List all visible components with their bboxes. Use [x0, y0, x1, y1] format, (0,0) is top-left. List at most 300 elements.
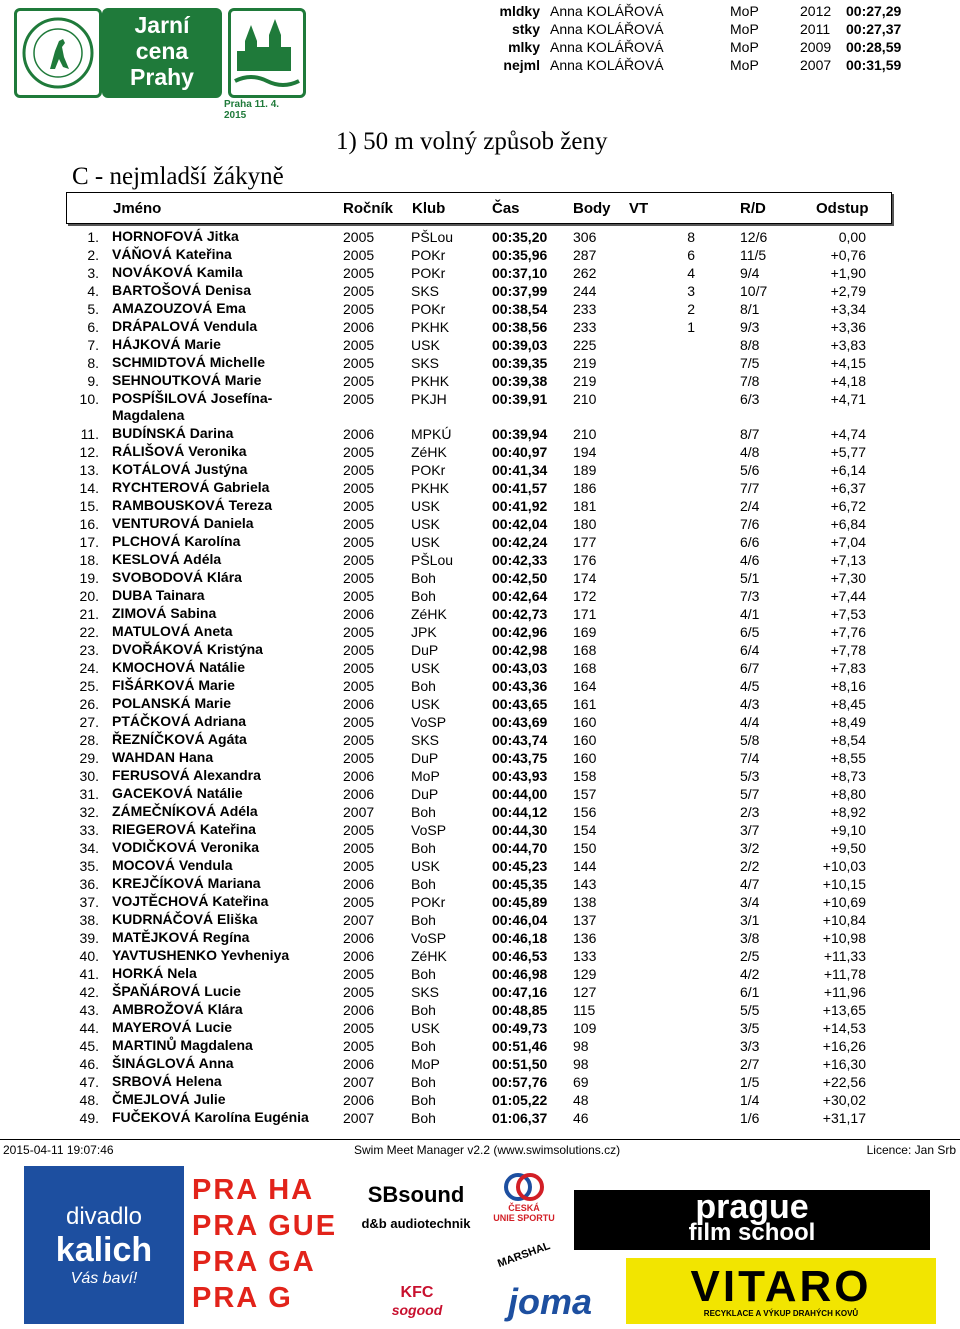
result-row	[0, 785, 960, 803]
result-club: SKS	[411, 732, 440, 748]
result-vt: 4	[687, 265, 695, 281]
result-points: 233	[573, 301, 597, 317]
record-club: MoP	[730, 21, 759, 37]
result-rd: 6/6	[740, 534, 760, 550]
result-name: POLANSKÁ Marie	[112, 695, 232, 711]
result-club: ZéHK	[411, 444, 447, 460]
result-name: SEHNOUTKOVÁ Marie	[112, 372, 262, 388]
result-place: 26.	[79, 696, 99, 712]
result-points: 133	[573, 948, 597, 964]
result-rd: 7/8	[740, 373, 760, 389]
results-table	[0, 228, 960, 1127]
result-year: 2005	[343, 1020, 375, 1036]
result-rd: 3/1	[740, 912, 760, 928]
result-gap: +7,76	[830, 624, 866, 640]
result-time: 01:06,37	[492, 1110, 548, 1126]
result-rd: 5/6	[740, 462, 760, 478]
result-gap: +11,78	[823, 966, 866, 982]
result-place: 28.	[79, 732, 99, 748]
result-row	[0, 533, 960, 551]
result-name: ŠPAŇÁROVÁ Lucie	[112, 983, 241, 999]
result-year: 2005	[343, 265, 375, 281]
result-points: 181	[573, 498, 597, 514]
result-time: 00:51,50	[492, 1056, 548, 1072]
result-club: POKr	[411, 265, 446, 281]
result-gap: +4,15	[830, 355, 866, 371]
result-year: 2005	[343, 480, 375, 496]
result-club: SKS	[411, 984, 440, 1000]
result-place: 3.	[87, 265, 99, 281]
result-row	[0, 551, 960, 569]
result-gap: +4,71	[830, 391, 866, 407]
result-gap: +3,36	[830, 319, 866, 335]
result-points: 171	[573, 606, 597, 622]
result-gap: +7,30	[830, 570, 866, 586]
result-year: 2007	[343, 1110, 375, 1126]
prague-film-line1: prague	[695, 1190, 809, 1226]
result-name: SVOBODOVÁ Klára	[112, 569, 242, 585]
result-name: ŘEZNÍČKOVÁ Agáta	[112, 731, 247, 747]
result-rd: 6/5	[740, 624, 760, 640]
result-time: 00:42,64	[492, 588, 548, 604]
result-name: RÁLIŠOVÁ Veronika	[112, 443, 247, 459]
result-name: VODIČKOVÁ Veronika	[112, 839, 260, 855]
result-club: Boh	[411, 1038, 436, 1054]
result-club: ZéHK	[411, 948, 447, 964]
result-place: 40.	[79, 948, 99, 964]
result-name: YAVTUSHENKO Yevheniya	[112, 947, 290, 963]
result-row	[0, 1037, 960, 1055]
result-row	[0, 1055, 960, 1073]
result-gap: +7,44	[830, 588, 866, 604]
result-rd: 1/6	[740, 1110, 760, 1126]
result-gap: +30,02	[822, 1092, 866, 1108]
result-rd: 6/4	[740, 642, 760, 658]
result-time: 00:39,03	[492, 337, 548, 353]
result-rd: 6/3	[740, 391, 760, 407]
result-points: 186	[573, 480, 597, 496]
kangaroo-icon	[17, 11, 99, 95]
result-year: 2005	[343, 283, 375, 299]
result-gap: +10,15	[822, 876, 866, 892]
result-place: 46.	[79, 1056, 99, 1072]
record-club: MoP	[730, 57, 759, 73]
result-points: 143	[573, 876, 597, 892]
result-row	[0, 605, 960, 623]
result-year: 2006	[343, 1002, 375, 1018]
result-time: 00:43,36	[492, 678, 548, 694]
result-points: 160	[573, 732, 597, 748]
result-time: 00:42,33	[492, 552, 548, 568]
result-row	[0, 1073, 960, 1091]
result-club: DuP	[411, 642, 439, 658]
result-gap: +4,74	[830, 426, 866, 442]
result-club: PKHK	[411, 480, 450, 496]
result-gap: +11,33	[823, 948, 866, 964]
result-year: 2005	[343, 498, 375, 514]
result-time: 00:43,75	[492, 750, 548, 766]
result-club: Boh	[411, 1074, 436, 1090]
col-year: Ročník	[343, 200, 394, 217]
result-gap: +3,34	[830, 301, 866, 317]
result-points: 180	[573, 516, 597, 532]
result-year: 2006	[343, 426, 375, 442]
result-rd: 10/7	[740, 283, 768, 299]
result-club: VoSP	[411, 822, 447, 838]
result-name: NOVÁKOVÁ Kamila	[112, 264, 243, 280]
result-place: 42.	[79, 984, 99, 1000]
result-points: 46	[573, 1110, 589, 1126]
result-place: 21.	[79, 606, 99, 622]
result-year: 2007	[343, 912, 375, 928]
result-time: 00:47,16	[492, 984, 548, 1000]
result-rd: 1/4	[740, 1092, 760, 1108]
cus-line1: ČESKÁ	[508, 1203, 540, 1213]
logo-title-line2: cena	[135, 38, 189, 64]
result-name: DVOŘÁKOVÁ Kristýna	[112, 641, 263, 657]
result-place: 39.	[79, 930, 99, 946]
result-points: 109	[573, 1020, 597, 1036]
cus-line2: UNIE SPORTU	[493, 1213, 555, 1223]
result-rd: 7/6	[740, 516, 760, 532]
result-row	[0, 911, 960, 929]
result-row	[0, 372, 960, 390]
logo-title	[102, 8, 222, 98]
result-points: 287	[573, 247, 597, 263]
result-rd: 4/6	[740, 552, 760, 568]
result-row	[0, 1109, 960, 1127]
result-place: 36.	[79, 876, 99, 892]
sbsound-line2: d&b audiotechnik	[361, 1215, 471, 1231]
result-name: AMAZOUZOVÁ Ema	[112, 300, 246, 316]
col-vt: VT	[629, 200, 649, 217]
result-points: 161	[573, 696, 597, 712]
result-row	[0, 983, 960, 1001]
result-row	[0, 425, 960, 443]
result-year: 2006	[343, 930, 375, 946]
result-gap: +9,10	[830, 822, 866, 838]
result-points: 189	[573, 462, 597, 478]
logo-title-line3: Prahy	[130, 64, 194, 90]
result-row	[0, 749, 960, 767]
result-name: MATĚJKOVÁ Regína	[112, 929, 250, 945]
result-year: 2005	[343, 534, 375, 550]
result-points: 225	[573, 337, 597, 353]
result-club: PKHK	[411, 373, 450, 389]
record-year: 2009	[800, 39, 832, 55]
event-logo	[14, 8, 304, 121]
result-points: 156	[573, 804, 597, 820]
result-vt: 8	[687, 229, 695, 245]
result-club: MPKÚ	[411, 426, 452, 442]
logo-title-line1: Jarní	[134, 12, 190, 38]
result-gap: +8,54	[830, 732, 866, 748]
result-name: ČMEJLOVÁ Julie	[112, 1091, 226, 1107]
result-row	[0, 965, 960, 983]
result-name: FIŠÁRKOVÁ Marie	[112, 677, 235, 693]
result-year: 2005	[343, 732, 375, 748]
sponsor-kalich	[24, 1166, 184, 1324]
result-place: 9.	[87, 373, 99, 389]
result-name: KOTÁLOVÁ Justýna	[112, 461, 248, 477]
result-club: VoSP	[411, 930, 447, 946]
result-place: 14.	[79, 480, 99, 496]
result-name: PLCHOVÁ Karolína	[112, 533, 241, 549]
result-rd: 8/8	[740, 337, 760, 353]
result-year: 2005	[343, 570, 375, 586]
result-club: MoP	[411, 1056, 440, 1072]
result-place: 35.	[79, 858, 99, 874]
result-year: 2005	[343, 444, 375, 460]
sponsor-marshal	[481, 1227, 566, 1283]
result-place: 27.	[79, 714, 99, 730]
kalich-line1: divadlo	[65, 1202, 143, 1230]
result-club: Boh	[411, 1110, 436, 1126]
result-year: 2005	[343, 660, 375, 676]
sbsound-line1: SBsound	[367, 1181, 465, 1207]
result-gap: +22,56	[822, 1074, 866, 1090]
result-gap: +7,83	[830, 660, 866, 676]
result-year: 2005	[343, 229, 375, 245]
result-year: 2005	[343, 678, 375, 694]
result-name: WAHDAN Hana	[112, 749, 214, 765]
result-row	[0, 947, 960, 965]
result-points: 115	[573, 1002, 596, 1018]
result-place: 19.	[79, 570, 99, 586]
result-row	[0, 893, 960, 911]
sponsor-kfc	[362, 1278, 472, 1324]
result-points: 158	[573, 768, 597, 784]
result-rd: 3/5	[740, 1020, 760, 1036]
praha-row: PRA GA	[192, 1246, 316, 1278]
result-name: RIEGEROVÁ Kateřina	[112, 821, 256, 837]
result-row	[0, 677, 960, 695]
result-club: Boh	[411, 804, 436, 820]
result-name: HORKÁ Nela	[112, 965, 197, 981]
result-year: 2006	[343, 876, 375, 892]
result-row	[0, 479, 960, 497]
result-vt: 2	[687, 301, 695, 317]
result-year: 2005	[343, 516, 375, 532]
result-gap: +8,92	[830, 804, 866, 820]
record-year: 2007	[800, 57, 832, 73]
result-year: 2005	[343, 840, 375, 856]
result-club: Boh	[411, 840, 436, 856]
result-rd: 4/3	[740, 696, 760, 712]
result-time: 00:45,35	[492, 876, 548, 892]
col-points: Body	[573, 200, 611, 217]
sponsor-vitaro	[626, 1258, 936, 1324]
result-year: 2005	[343, 373, 375, 389]
result-place: 23.	[79, 642, 99, 658]
result-vt: 3	[687, 283, 695, 299]
result-time: 00:46,18	[492, 930, 548, 946]
result-rd: 4/7	[740, 876, 760, 892]
result-place: 2.	[87, 247, 99, 263]
result-place: 34.	[79, 840, 99, 856]
record-time: 00:27,37	[846, 21, 902, 37]
result-row	[0, 821, 960, 839]
result-rd: 5/8	[740, 732, 760, 748]
footer-divider	[0, 1139, 960, 1140]
result-club: USK	[411, 696, 440, 712]
result-rd: 3/8	[740, 930, 760, 946]
result-club: ZéHK	[411, 606, 447, 622]
result-year: 2006	[343, 1092, 375, 1108]
result-time: 00:39,94	[492, 426, 548, 442]
result-name: MAYEROVÁ Lucie	[112, 1019, 233, 1035]
result-year: 2005	[343, 894, 375, 910]
record-label: mldky	[499, 3, 540, 19]
result-place: 1.	[87, 229, 99, 245]
result-time: 00:42,50	[492, 570, 548, 586]
result-gap: 0,00	[838, 229, 866, 245]
result-place: 48.	[79, 1092, 99, 1108]
col-gap: Odstup	[816, 200, 869, 217]
result-club: PŠLou	[411, 552, 454, 568]
result-place: 15.	[79, 498, 99, 514]
result-points: 164	[573, 678, 597, 694]
result-time: 00:43,93	[492, 768, 548, 784]
result-row	[0, 695, 960, 713]
result-rd: 11/5	[740, 247, 767, 263]
result-row	[0, 1001, 960, 1019]
result-place: 30.	[79, 768, 99, 784]
result-name: PTÁČKOVÁ Adriana	[112, 713, 247, 729]
result-gap: +3,83	[830, 337, 866, 353]
result-club: USK	[411, 337, 440, 353]
event-title: 1) 50 m volný způsob ženy	[336, 128, 608, 155]
result-points: 168	[573, 660, 597, 676]
result-name: KESLOVÁ Adéla	[112, 551, 222, 567]
result-time: 00:41,34	[492, 462, 548, 478]
result-gap: +10,84	[822, 912, 866, 928]
result-name: POSPÍŠILOVÁ Josefína-Magdalena	[112, 390, 273, 423]
sponsor-sbsound	[360, 1168, 472, 1244]
result-gap: +6,37	[830, 480, 866, 496]
result-points: 169	[573, 624, 597, 640]
result-club: POKr	[411, 247, 446, 263]
result-year: 2005	[343, 984, 375, 1000]
result-rd: 5/3	[740, 768, 760, 784]
result-year: 2005	[343, 750, 375, 766]
result-points: 219	[573, 373, 597, 389]
result-row	[0, 461, 960, 479]
result-rd: 3/4	[740, 894, 760, 910]
result-club: SKS	[411, 283, 440, 299]
result-row	[0, 354, 960, 372]
result-year: 2005	[343, 355, 375, 371]
result-row	[0, 641, 960, 659]
result-club: SKS	[411, 355, 440, 371]
result-club: USK	[411, 1020, 440, 1036]
result-name: FERUSOVÁ Alexandra	[112, 767, 261, 783]
result-place: 16.	[79, 516, 99, 532]
result-time: 00:43,03	[492, 660, 548, 676]
record-time: 00:31,59	[846, 57, 902, 73]
result-name: GACEKOVÁ Natálie	[112, 785, 243, 801]
castle-emblem	[228, 8, 306, 98]
result-place: 5.	[87, 301, 99, 317]
result-year: 2005	[343, 247, 375, 263]
result-place: 20.	[79, 588, 99, 604]
result-rd: 2/5	[740, 948, 760, 964]
result-time: 00:48,85	[492, 1002, 548, 1018]
result-time: 00:41,92	[492, 498, 548, 514]
record-club: MoP	[730, 39, 759, 55]
result-rd: 9/3	[740, 319, 760, 335]
result-points: 177	[573, 534, 597, 550]
result-place: 43.	[79, 1002, 99, 1018]
result-club: MoP	[411, 768, 440, 784]
result-club: DuP	[411, 750, 439, 766]
result-year: 2005	[343, 966, 375, 982]
result-points: 262	[573, 265, 597, 281]
record-holder: Anna KOLÁŘOVÁ	[550, 57, 664, 73]
result-club: Boh	[411, 678, 436, 694]
result-name: KUDRNÁČOVÁ Eliška	[112, 911, 258, 927]
result-time: 00:43,69	[492, 714, 548, 730]
result-place: 6.	[87, 319, 99, 335]
result-points: 137	[573, 912, 597, 928]
result-time: 00:41,57	[492, 480, 548, 496]
result-points: 144	[573, 858, 597, 874]
result-rd: 7/5	[740, 355, 760, 371]
col-rd: R/D	[740, 200, 766, 217]
result-row	[0, 336, 960, 354]
result-points: 157	[573, 786, 597, 802]
result-time: 00:40,97	[492, 444, 548, 460]
result-club: Boh	[411, 966, 436, 982]
result-time: 00:38,54	[492, 301, 548, 317]
record-time: 00:27,29	[846, 3, 902, 19]
result-row	[0, 1091, 960, 1109]
result-row	[0, 659, 960, 677]
result-gap: +31,17	[822, 1110, 866, 1126]
result-rd: 5/5	[740, 1002, 760, 1018]
result-name: HÁJKOVÁ Marie	[112, 336, 221, 352]
result-rd: 1/5	[740, 1074, 760, 1090]
result-time: 00:45,89	[492, 894, 548, 910]
result-club: VoSP	[411, 714, 447, 730]
result-rd: 5/7	[740, 786, 760, 802]
results-header	[66, 192, 892, 224]
result-club: Boh	[411, 1002, 436, 1018]
praha-row: PRA GUE	[192, 1210, 338, 1242]
category-title: C - nejmladší žákyně	[72, 163, 284, 190]
result-time: 00:45,23	[492, 858, 548, 874]
result-row	[0, 929, 960, 947]
result-place: 45.	[79, 1038, 99, 1054]
result-gap: +13,65	[822, 1002, 866, 1018]
result-place: 32.	[79, 804, 99, 820]
result-points: 160	[573, 750, 597, 766]
footer-software: Swim Meet Manager v2.2 (www.swimsolutions.cz)	[354, 1143, 621, 1157]
result-rd: 4/8	[740, 444, 760, 460]
result-gap: +7,04	[830, 534, 866, 550]
result-row	[0, 875, 960, 893]
result-club: POKr	[411, 462, 446, 478]
result-points: 136	[573, 930, 597, 946]
vitaro-line2: RECYKLACE A VÝKUP DRAHÝCH KOVŮ	[703, 1308, 859, 1318]
footer-timestamp: 2015-04-11 19:07:46	[3, 1143, 114, 1157]
result-rd: 6/7	[740, 660, 760, 676]
result-gap: +10,03	[822, 858, 866, 874]
result-name: VOJTĚCHOVÁ Kateřina	[112, 893, 269, 909]
record-label: nejml	[503, 57, 540, 73]
result-gap: +2,79	[830, 283, 866, 299]
result-name: ŠINÁGLOVÁ Anna	[112, 1055, 234, 1071]
